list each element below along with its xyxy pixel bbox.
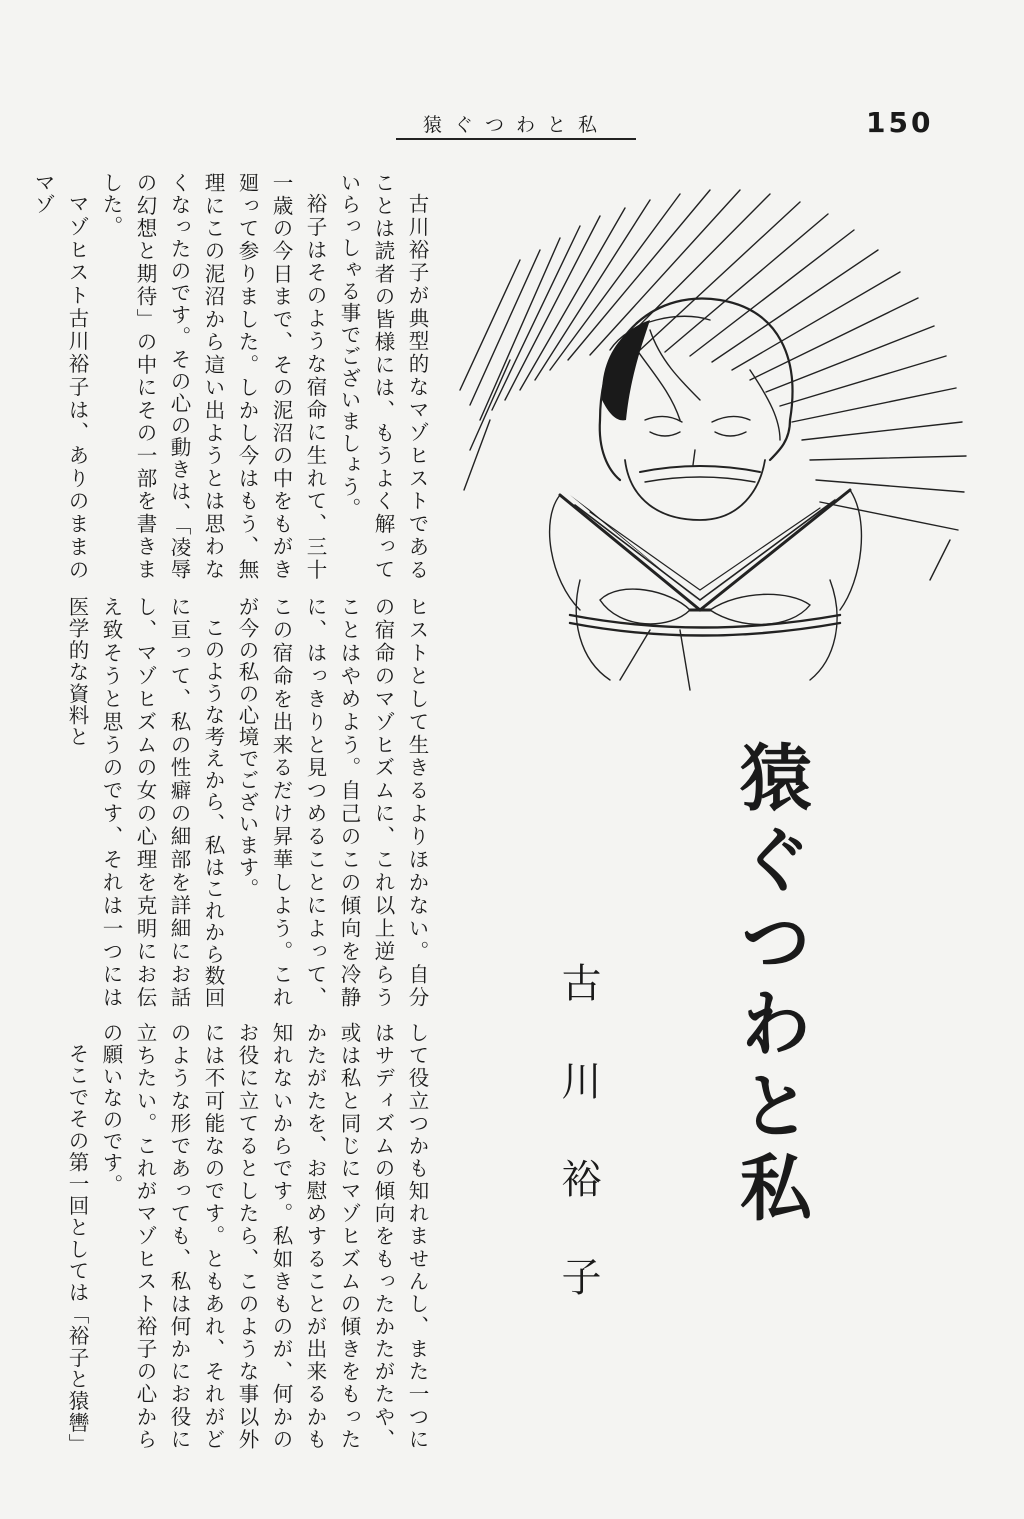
paragraph: 古川裕子が典型的なマゾヒストであることは読者の皆様には、もうよく解っていらっしゃる事でございましょう。: [337, 172, 429, 580]
article-column-3: [65, 1022, 434, 1455]
paragraph: そこでその第一回としては「裕子と猿轡」: [65, 1042, 89, 1455]
paragraph: このような考えから、私はこれから数回に亘って、私の性癖の細部を詳細にお話し、マゾヒズムの女の心理を克明にお伝え致そうと思うのです、それは一つには医学的な資料と: [65, 596, 225, 1008]
paragraph: マゾヒスト古川裕子は、ありのままのマゾ: [31, 172, 89, 580]
author-name: 古川裕子: [555, 962, 601, 1354]
page-number: 150: [866, 106, 934, 139]
running-head-title: 猿ぐつわと私: [396, 112, 636, 140]
girl-in-sailor-uniform-bound-with-rope-icon: [450, 160, 970, 700]
article-title: 猿ぐつわと私: [728, 740, 813, 1232]
paragraph: ヒストとして生きるよりほかない。自分の宿命のマゾヒズムに、これ以上逆らうことはやめよう。自己のこの傾向を冷静に、はっきりと見つめることによって、この宿命を出来るだけ昇華しよう。これが今の私の心境でございます。: [235, 596, 429, 1008]
paragraph: 裕子はそのような宿命に生れて、三十一歳の今日まで、その泥沼の中をもがき廻って参りました。しかし今はもう、無理にこの泥沼から這い出ようとは思わなくなったのです。その心の動きは、「凌辱の幻想と期待」の中にその一部を書きました。: [99, 172, 327, 580]
paragraph: して役立つかも知れませんし、また一つにはサディズムの傾向をもったかたがたや、或は私と同じにマゾヒズムの傾きをもったかたがたを、お慰めすることが出来るかも知れないからです。私如きものが、何かのお役に立てるとしたら、このような事以外には不可能なのです。ともあれ、それがどのような形であっても、私は何かにお役に立ちたい。これがマゾヒスト裕子の心からの願いなのです。: [99, 1022, 429, 1450]
article-column-2: [65, 596, 434, 1008]
article-column-1: [31, 172, 434, 580]
